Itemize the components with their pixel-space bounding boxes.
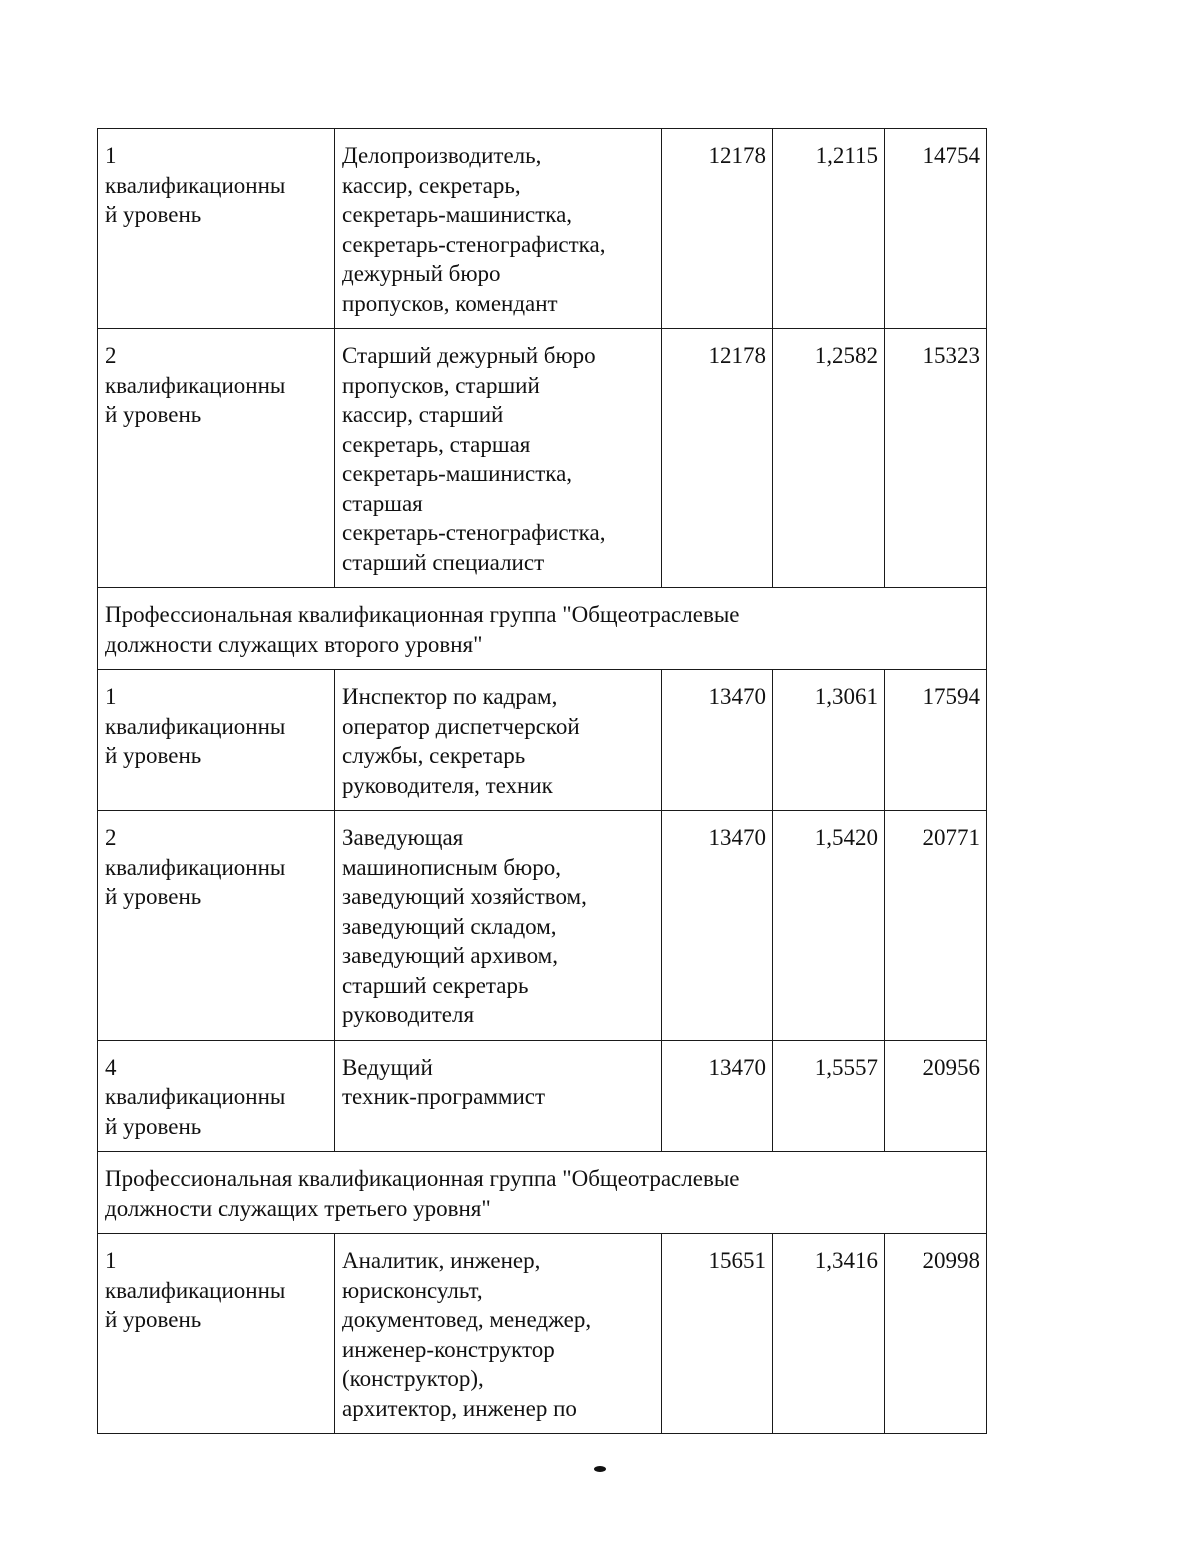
salary-cell: 20956: [885, 1040, 987, 1152]
group-header-row: [98, 1152, 987, 1234]
coefficient-cell: 1,2115: [773, 129, 885, 329]
scan-speck: [594, 1466, 606, 1472]
table-row: [98, 1234, 987, 1434]
level-cell: [98, 811, 335, 1041]
group-title: Профессиональная квалификационная группа "Общеотраслевые должности служащих второго уровня": [98, 588, 987, 670]
level-label: квалификационны й уровень: [105, 172, 286, 227]
positions-cell: Заведующая машинописным бюро, заведующий хозяйством, заведующий складом, заведующий архивом, старший секретарь руководителя: [335, 811, 662, 1041]
level-cell: [98, 129, 335, 329]
table-row: [98, 670, 987, 811]
positions-cell: Ведущий техник-программист: [335, 1040, 662, 1152]
salary-cell: 17594: [885, 670, 987, 811]
positions-cell: Инспектор по кадрам, оператор диспетчерской службы, секретарь руководителя, техник: [335, 670, 662, 811]
salary-table: [97, 128, 987, 1434]
group-header-row: [98, 588, 987, 670]
coefficient-cell: 1,5420: [773, 811, 885, 1041]
salary-cell: 15323: [885, 329, 987, 588]
level-number: 1: [105, 143, 117, 168]
coefficient-cell: 1,3061: [773, 670, 885, 811]
level-cell: [98, 1234, 335, 1434]
coefficient-cell: 1,2582: [773, 329, 885, 588]
base-salary-cell: 13470: [662, 670, 773, 811]
base-salary-cell: 12178: [662, 129, 773, 329]
base-salary-cell: 13470: [662, 811, 773, 1041]
salary-cell: 20998: [885, 1234, 987, 1434]
coefficient-cell: 1,3416: [773, 1234, 885, 1434]
level-cell: [98, 670, 335, 811]
level-label: квалификационны й уровень: [105, 1277, 286, 1332]
level-number: 2: [105, 343, 117, 368]
table-row: [98, 1040, 987, 1152]
level-cell: [98, 329, 335, 588]
salary-cell: 20771: [885, 811, 987, 1041]
group-title: Профессиональная квалификационная группа "Общеотраслевые должности служащих третьего уровня": [98, 1152, 987, 1234]
positions-cell: Аналитик, инженер, юрисконсульт, документовед, менеджер, инженер-конструктор (конструктор), архитектор, инженер по: [335, 1234, 662, 1434]
level-number: 2: [105, 825, 117, 850]
level-cell: [98, 1040, 335, 1152]
positions-cell: Делопроизводитель, кассир, секретарь, секретарь-машинистка, секретарь-стенографистка, дежурный бюро пропусков, комендант: [335, 129, 662, 329]
salary-cell: 14754: [885, 129, 987, 329]
base-salary-cell: 15651: [662, 1234, 773, 1434]
coefficient-cell: 1,5557: [773, 1040, 885, 1152]
level-label: квалификационны й уровень: [105, 1084, 286, 1139]
level-label: квалификационны й уровень: [105, 372, 286, 427]
table-row: [98, 811, 987, 1041]
level-label: квалификационны й уровень: [105, 713, 286, 768]
level-number: 1: [105, 1248, 117, 1273]
base-salary-cell: 12178: [662, 329, 773, 588]
positions-cell: Старший дежурный бюро пропусков, старший кассир, старший секретарь, старшая секретарь-машинистка, старшая секретарь-стенографистка, старший специалист: [335, 329, 662, 588]
table-row: [98, 129, 987, 329]
table-row: [98, 329, 987, 588]
level-number: 1: [105, 684, 117, 709]
level-label: квалификационны й уровень: [105, 854, 286, 909]
level-number: 4: [105, 1054, 117, 1080]
base-salary-cell: 13470: [662, 1040, 773, 1152]
